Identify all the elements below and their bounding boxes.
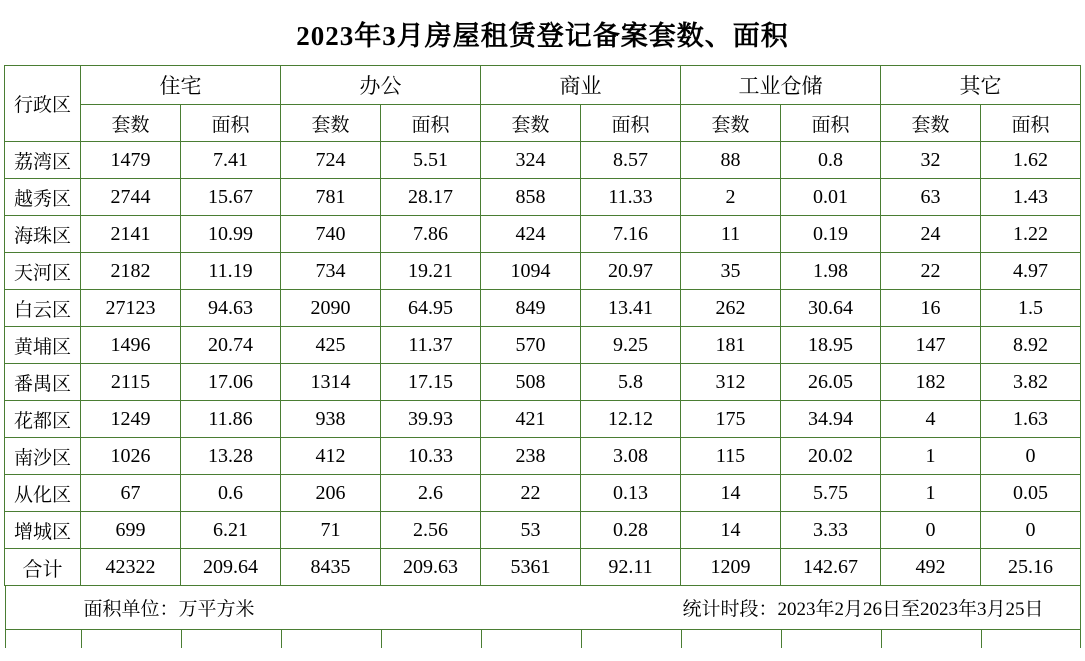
subheader-residential-area: 面积 xyxy=(181,105,281,142)
row-area-label: 越秀区 xyxy=(5,179,81,216)
row-area-label: 增城区 xyxy=(5,512,81,549)
cell-commercial-area: 12.12 xyxy=(581,401,681,438)
subheader-industrial-area: 面积 xyxy=(781,105,881,142)
cell-industrial-count: 35 xyxy=(681,253,781,290)
row-area-label: 从化区 xyxy=(5,475,81,512)
cell-commercial-count: 1094 xyxy=(481,253,581,290)
cell-office-count: 1314 xyxy=(281,364,381,401)
cell-residential-area: 11.86 xyxy=(181,401,281,438)
table-row xyxy=(5,179,1081,216)
page-title: 2023年3月房屋租赁登记备案套数、面积 xyxy=(296,21,789,51)
subheader-other-area: 面积 xyxy=(981,105,1081,142)
total-office-area: 209.63 xyxy=(381,549,481,586)
cell-office-area: 19.21 xyxy=(381,253,481,290)
total-industrial-area: 142.67 xyxy=(781,549,881,586)
cell-residential-area: 15.67 xyxy=(181,179,281,216)
cell-other-area: 0 xyxy=(981,512,1081,549)
cell-office-count: 412 xyxy=(281,438,381,475)
strip-cell xyxy=(481,630,581,648)
cell-office-area: 5.51 xyxy=(381,142,481,179)
cell-other-count: 182 xyxy=(881,364,981,401)
cell-office-count: 724 xyxy=(281,142,381,179)
row-area-label: 海珠区 xyxy=(5,216,81,253)
cell-residential-count: 1026 xyxy=(81,438,181,475)
cell-office-count: 71 xyxy=(281,512,381,549)
strip-cell xyxy=(781,630,881,648)
cell-commercial-count: 858 xyxy=(481,179,581,216)
strip-cell xyxy=(381,630,481,648)
subheader-commercial-count: 套数 xyxy=(481,105,581,142)
cell-office-area: 2.56 xyxy=(381,512,481,549)
cell-industrial-area: 5.75 xyxy=(781,475,881,512)
table-row xyxy=(5,401,1081,438)
cell-commercial-area: 7.16 xyxy=(581,216,681,253)
cell-residential-area: 17.06 xyxy=(181,364,281,401)
rental-registration-table xyxy=(4,65,1081,586)
cell-commercial-area: 11.33 xyxy=(581,179,681,216)
total-residential-area: 209.64 xyxy=(181,549,281,586)
corner-label: 行政区 xyxy=(5,66,81,142)
table-footer xyxy=(5,586,1081,630)
cell-industrial-area: 1.98 xyxy=(781,253,881,290)
table-row xyxy=(5,253,1081,290)
cell-other-area: 1.62 xyxy=(981,142,1081,179)
cell-residential-area: 11.19 xyxy=(181,253,281,290)
header-group-residential: 住宅 xyxy=(81,66,281,105)
subheader-commercial-area: 面积 xyxy=(581,105,681,142)
cell-other-area: 1.22 xyxy=(981,216,1081,253)
cell-commercial-count: 508 xyxy=(481,364,581,401)
cell-commercial-count: 324 xyxy=(481,142,581,179)
row-area-label: 南沙区 xyxy=(5,438,81,475)
cell-commercial-count: 22 xyxy=(481,475,581,512)
cell-industrial-count: 175 xyxy=(681,401,781,438)
cell-commercial-count: 53 xyxy=(481,512,581,549)
cell-commercial-area: 5.8 xyxy=(581,364,681,401)
cell-residential-area: 20.74 xyxy=(181,327,281,364)
row-area-label: 荔湾区 xyxy=(5,142,81,179)
total-commercial-area: 92.11 xyxy=(581,549,681,586)
header-group-commercial: 商业 xyxy=(481,66,681,105)
table-row xyxy=(5,512,1081,549)
cell-office-area: 39.93 xyxy=(381,401,481,438)
cell-commercial-area: 0.28 xyxy=(581,512,681,549)
cell-commercial-count: 424 xyxy=(481,216,581,253)
total-industrial-count: 1209 xyxy=(681,549,781,586)
cell-residential-area: 7.41 xyxy=(181,142,281,179)
cell-residential-count: 1479 xyxy=(81,142,181,179)
cell-industrial-area: 0.01 xyxy=(781,179,881,216)
cell-other-area: 0.05 xyxy=(981,475,1081,512)
table-total-row xyxy=(5,549,1081,586)
footer-unit-note: 面积单位：万平方米 xyxy=(83,599,255,620)
cell-office-area: 2.6 xyxy=(381,475,481,512)
cell-office-count: 740 xyxy=(281,216,381,253)
cell-residential-area: 94.63 xyxy=(181,290,281,327)
table-row xyxy=(5,327,1081,364)
table-row xyxy=(5,438,1081,475)
header-group-other: 其它 xyxy=(881,66,1081,105)
cell-residential-area: 0.6 xyxy=(181,475,281,512)
cell-office-area: 10.33 xyxy=(381,438,481,475)
subheader-office-area: 面积 xyxy=(381,105,481,142)
cell-residential-count: 1249 xyxy=(81,401,181,438)
cell-industrial-area: 26.05 xyxy=(781,364,881,401)
cell-other-count: 32 xyxy=(881,142,981,179)
cell-commercial-area: 20.97 xyxy=(581,253,681,290)
cell-other-count: 1 xyxy=(881,438,981,475)
table-row xyxy=(5,290,1081,327)
cell-residential-area: 13.28 xyxy=(181,438,281,475)
strip-cell xyxy=(281,630,381,648)
subheader-residential-count: 套数 xyxy=(81,105,181,142)
table-bottom-strip xyxy=(5,630,1081,648)
cell-industrial-count: 262 xyxy=(681,290,781,327)
cell-residential-count: 67 xyxy=(81,475,181,512)
strip-cell xyxy=(81,630,181,648)
subheader-industrial-count: 套数 xyxy=(681,105,781,142)
cell-other-area: 8.92 xyxy=(981,327,1081,364)
total-office-count: 8435 xyxy=(281,549,381,586)
cell-residential-count: 699 xyxy=(81,512,181,549)
cell-industrial-area: 3.33 xyxy=(781,512,881,549)
strip-cell xyxy=(5,630,81,648)
cell-commercial-count: 421 xyxy=(481,401,581,438)
table-body xyxy=(5,142,1081,586)
cell-industrial-area: 0.8 xyxy=(781,142,881,179)
subheader-other-count: 套数 xyxy=(881,105,981,142)
cell-residential-count: 2115 xyxy=(81,364,181,401)
cell-office-area: 28.17 xyxy=(381,179,481,216)
cell-office-area: 7.86 xyxy=(381,216,481,253)
cell-industrial-area: 20.02 xyxy=(781,438,881,475)
table-row xyxy=(5,475,1081,512)
total-other-area: 25.16 xyxy=(981,549,1081,586)
cell-industrial-count: 11 xyxy=(681,216,781,253)
cell-office-area: 11.37 xyxy=(381,327,481,364)
header-group-office: 办公 xyxy=(281,66,481,105)
table-row xyxy=(5,216,1081,253)
cell-other-count: 1 xyxy=(881,475,981,512)
cell-other-area: 1.5 xyxy=(981,290,1081,327)
cell-industrial-count: 14 xyxy=(681,475,781,512)
cell-industrial-count: 2 xyxy=(681,179,781,216)
cell-commercial-area: 8.57 xyxy=(581,142,681,179)
cell-other-count: 147 xyxy=(881,327,981,364)
header-group-industrial-storage: 工业仓储 xyxy=(681,66,881,105)
cell-office-count: 734 xyxy=(281,253,381,290)
cell-industrial-area: 0.19 xyxy=(781,216,881,253)
row-area-label: 白云区 xyxy=(5,290,81,327)
total-residential-count: 42322 xyxy=(81,549,181,586)
cell-industrial-count: 14 xyxy=(681,512,781,549)
cell-other-count: 24 xyxy=(881,216,981,253)
cell-commercial-count: 238 xyxy=(481,438,581,475)
footer-period-note: 统计时段：2023年2月26日至2023年3月25日 xyxy=(682,599,1044,620)
cell-other-area: 0 xyxy=(981,438,1081,475)
cell-office-count: 938 xyxy=(281,401,381,438)
cell-office-count: 425 xyxy=(281,327,381,364)
cell-industrial-count: 312 xyxy=(681,364,781,401)
total-commercial-count: 5361 xyxy=(481,549,581,586)
cell-office-count: 781 xyxy=(281,179,381,216)
cell-industrial-count: 88 xyxy=(681,142,781,179)
cell-other-area: 4.97 xyxy=(981,253,1081,290)
cell-office-count: 2090 xyxy=(281,290,381,327)
cell-office-count: 206 xyxy=(281,475,381,512)
cell-commercial-area: 0.13 xyxy=(581,475,681,512)
cell-industrial-count: 115 xyxy=(681,438,781,475)
cell-commercial-count: 849 xyxy=(481,290,581,327)
cell-other-count: 63 xyxy=(881,179,981,216)
cell-office-area: 64.95 xyxy=(381,290,481,327)
strip-cell xyxy=(981,630,1081,648)
cell-industrial-count: 181 xyxy=(681,327,781,364)
cell-commercial-area: 13.41 xyxy=(581,290,681,327)
cell-residential-count: 27123 xyxy=(81,290,181,327)
table-row xyxy=(5,364,1081,401)
cell-residential-area: 6.21 xyxy=(181,512,281,549)
cell-other-area: 1.43 xyxy=(981,179,1081,216)
strip-cell xyxy=(881,630,981,648)
cell-residential-count: 2141 xyxy=(81,216,181,253)
cell-industrial-area: 18.95 xyxy=(781,327,881,364)
cell-commercial-area: 3.08 xyxy=(581,438,681,475)
row-area-label: 花都区 xyxy=(5,401,81,438)
header-sub-row xyxy=(5,105,1081,142)
row-area-label: 番禺区 xyxy=(5,364,81,401)
subheader-office-count: 套数 xyxy=(281,105,381,142)
cell-industrial-area: 30.64 xyxy=(781,290,881,327)
strip-cell xyxy=(181,630,281,648)
cell-other-count: 22 xyxy=(881,253,981,290)
cell-other-count: 4 xyxy=(881,401,981,438)
cell-residential-count: 1496 xyxy=(81,327,181,364)
cell-commercial-count: 570 xyxy=(481,327,581,364)
cell-residential-count: 2182 xyxy=(81,253,181,290)
table-head xyxy=(5,66,1081,142)
row-area-label: 天河区 xyxy=(5,253,81,290)
cell-other-count: 0 xyxy=(881,512,981,549)
cell-other-count: 16 xyxy=(881,290,981,327)
row-total-label: 合计 xyxy=(5,549,81,586)
row-area-label: 黄埔区 xyxy=(5,327,81,364)
cell-residential-area: 10.99 xyxy=(181,216,281,253)
cell-industrial-area: 34.94 xyxy=(781,401,881,438)
cell-other-area: 1.63 xyxy=(981,401,1081,438)
strip-cell xyxy=(681,630,781,648)
cell-commercial-area: 9.25 xyxy=(581,327,681,364)
header-group-row xyxy=(5,66,1081,105)
total-other-count: 492 xyxy=(881,549,981,586)
cell-residential-count: 2744 xyxy=(81,179,181,216)
strip-cell xyxy=(581,630,681,648)
table-row xyxy=(5,142,1081,179)
cell-office-area: 17.15 xyxy=(381,364,481,401)
cell-other-area: 3.82 xyxy=(981,364,1081,401)
